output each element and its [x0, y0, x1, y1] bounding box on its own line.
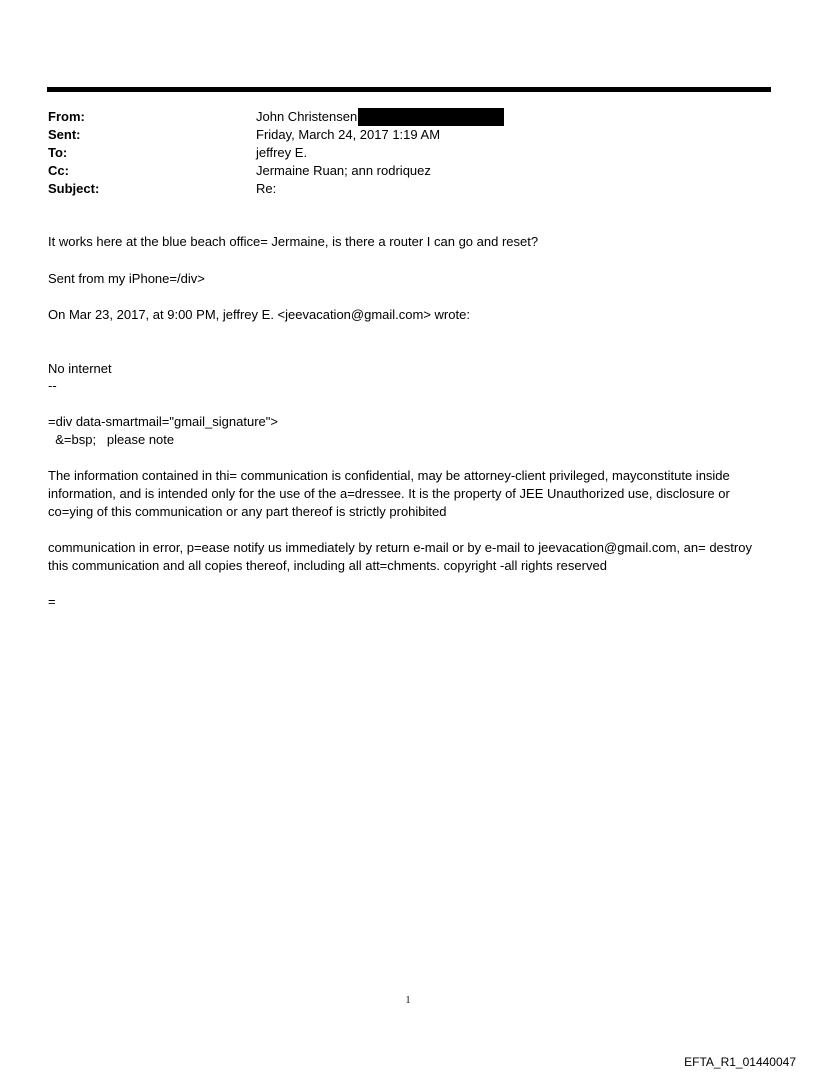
to-label: To:	[48, 145, 68, 160]
sent-value: Friday, March 24, 2017 1:19 AM	[256, 127, 441, 142]
body-paragraph-notify: communication in error, p=ease notify us immediately by return e-mail or by e-mail to jeevacation@gmail.com, an= destroy this communication and all copies thereof, including all att=chments. copyright -all rights reserved	[48, 540, 756, 573]
body-line-signature-tag: =div data-smartmail="gmail_signature">	[48, 414, 278, 429]
email-header	[48, 108, 768, 198]
body-line-sent-from: Sent from my iPhone=/div>	[48, 271, 205, 286]
to-value: jeffrey E.	[256, 145, 308, 160]
cc-value: Jermaine Ruan; ann rodriquez	[256, 163, 431, 178]
subject-value: Re:	[256, 181, 277, 196]
body-line-quote-header: On Mar 23, 2017, at 9:00 PM, jeffrey E. <jeevacation@gmail.com> wrote:	[48, 307, 470, 322]
from-row	[48, 108, 768, 126]
body-line-trailing: =	[48, 594, 56, 609]
page-number: 1	[405, 995, 411, 1006]
body-line-no-internet: No internet	[48, 361, 112, 376]
redaction-block	[358, 108, 504, 126]
from-name: John Christensen	[256, 109, 358, 124]
body-line-separator: --	[48, 378, 57, 393]
header-divider	[47, 87, 771, 92]
sent-row	[48, 126, 768, 144]
body-line-please-note: &=bsp; please note	[48, 432, 175, 447]
body-line-reply: It works here at the blue beach office= Jermaine, is there a router I can go and reset?	[48, 234, 539, 249]
bates-number: EFTA_R1_01440047	[684, 1055, 796, 1069]
sent-label: Sent:	[48, 127, 81, 142]
from-label: From:	[48, 109, 85, 124]
subject-label: Subject:	[48, 181, 100, 196]
from-value	[256, 108, 504, 126]
body-paragraph-confidentiality: The information contained in thi= communication is confidential, may be attorney-client privileged, mayconstitute inside information, and is intended only for the use of the a=dressee. It is the property of JEE Unauthorized use, disclosure or co=ying of this communication or any part thereof is strictly prohibited	[48, 468, 734, 519]
subject-row	[48, 180, 768, 198]
to-row	[48, 144, 768, 162]
cc-label: Cc:	[48, 163, 69, 178]
cc-row	[48, 162, 768, 180]
